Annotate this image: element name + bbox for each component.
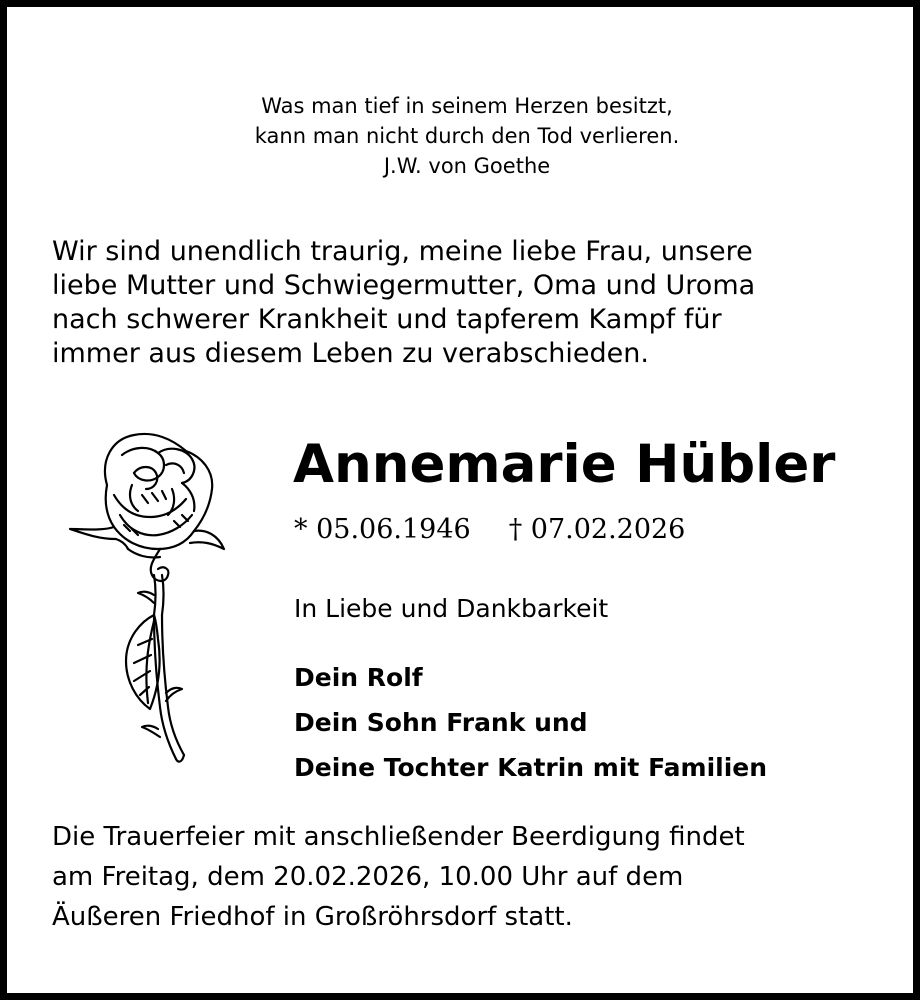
- signers-list: [294, 655, 767, 790]
- intro-line-1: Wir sind unendlich traurig, meine liebe Frau, unsere: [52, 236, 753, 267]
- signer-rolf: Dein Rolf: [294, 663, 423, 692]
- dedication-line: In Liebe und Dankbarkeit: [294, 594, 609, 623]
- quote-author: J.W. von Goethe: [383, 154, 551, 178]
- rose-icon: [62, 425, 237, 770]
- funeral-notice: [52, 817, 892, 937]
- quote-line-1: Was man tief in seinem Herzen besitzt,: [261, 94, 673, 118]
- funeral-line-2: am Freitag, dem 20.02.2026, 10.00 Uhr auf dem: [52, 862, 684, 892]
- life-dates: [294, 513, 685, 547]
- signer-daughter: Deine Tochter Katrin mit Familien: [294, 753, 768, 782]
- intro-line-2: liebe Mutter und Schwiegermutter, Oma und Uroma: [52, 270, 756, 301]
- signer-son: Dein Sohn Frank und: [294, 708, 588, 737]
- intro-paragraph: [52, 235, 892, 371]
- birth-date: * 05.06.1946: [294, 514, 471, 545]
- funeral-line-1: Die Trauerfeier mit anschließender Beerdigung findet: [52, 822, 745, 852]
- deceased-name: Annemarie Hübler: [293, 434, 836, 495]
- intro-line-4: immer aus diesem Leben zu verabschieden.: [52, 338, 649, 369]
- funeral-line-3: Äußeren Friedhof in Großröhrsdorf statt.: [52, 902, 573, 932]
- death-date: † 07.02.2026: [508, 514, 686, 545]
- goethe-quote: [7, 91, 920, 181]
- quote-line-2: kann man nicht durch den Tod verlieren.: [254, 124, 680, 148]
- intro-line-3: nach schwerer Krankheit und tapferem Kampf für: [52, 304, 722, 335]
